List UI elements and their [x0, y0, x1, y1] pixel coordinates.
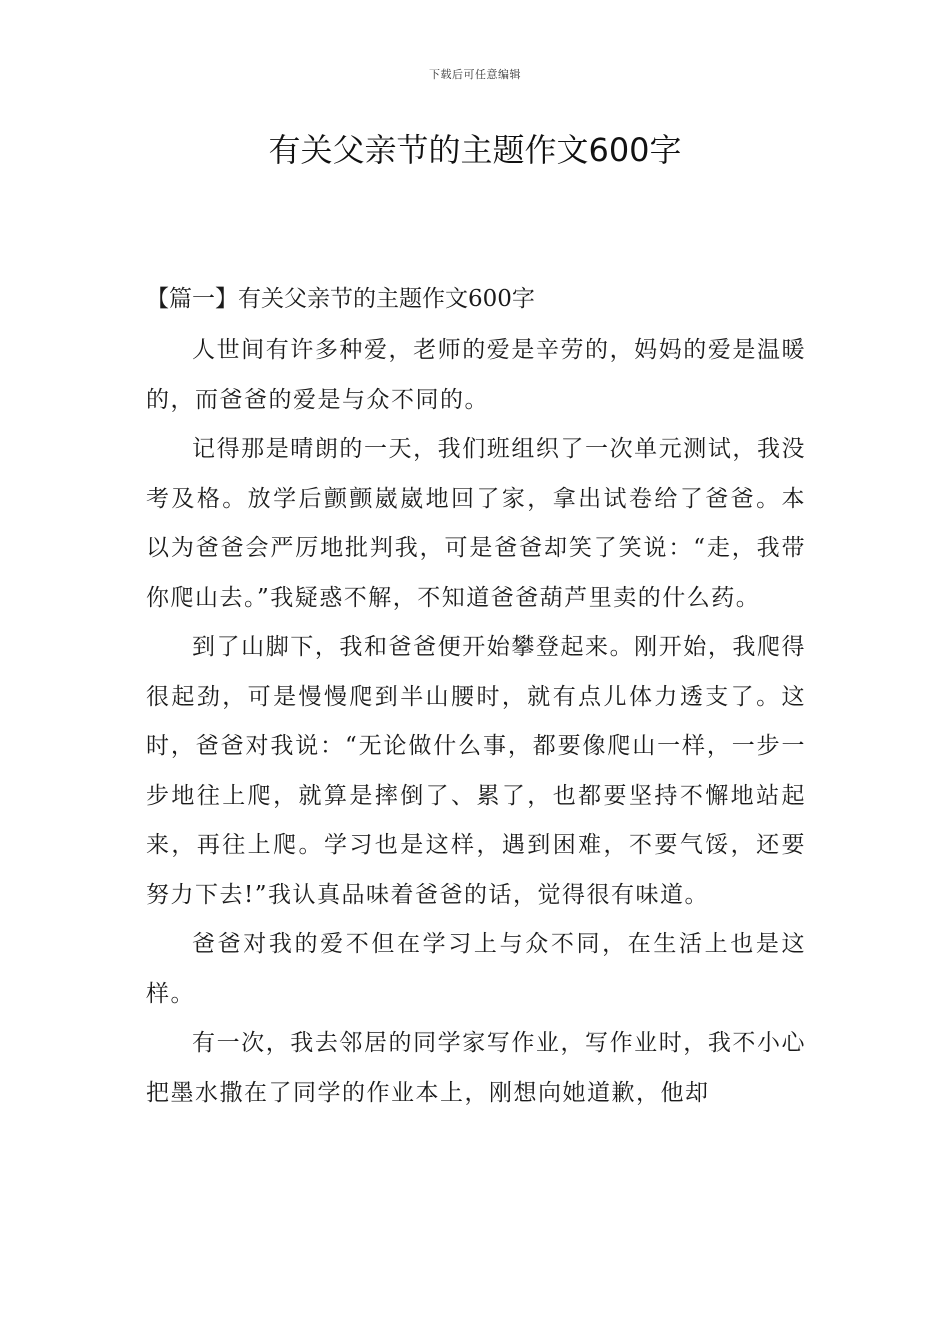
paragraph-3: 到了山脚下，我和爸爸便开始攀登起来。刚开始，我爬得很起劲，可是慢慢爬到半山腰时，就有点儿体力透支了。这时，爸爸对我说：“无论做什么事，都要像爬山一样，一步一步地往上爬，就算是摔倒了、累了，也都要坚持不懈地站起来，再往上爬。学习也是这样，遇到困难，不要气馁，还要努力下去!”我认真品味着爸爸的话，觉得很有味道。: [146, 634, 806, 908]
paragraph-4: 爸爸对我的爱不但在学习上与众不同，在生活上也是这样。: [146, 931, 806, 1007]
document-title: 有关父亲节的主题作文600字: [268, 131, 682, 169]
paragraph-2: 记得那是晴朗的一天，我们班组织了一次单元测试，我没考及格。放学后颤颤崴崴地回了家，拿出试卷给了爸爸。本以为爸爸会严厉地批判我，可是爸爸却笑了笑说：“走，我带你爬山去。”我疑惑不解，不知道爸爸葫芦里卖的什么药。: [146, 436, 806, 611]
paragraph-5: 有一次，我去邻居的同学家写作业，写作业时，我不小心把墨水撒在了同学的作业本上，刚想向她道歉，他却: [146, 1030, 806, 1106]
document-body: [146, 278, 806, 1118]
paragraph-1: 人世间有许多种爱，老师的爱是辛劳的，妈妈的爱是温暖的，而爸爸的爱是与众不同的。: [146, 337, 806, 413]
section-heading: 【篇一】有关父亲节的主题作文600字: [146, 286, 535, 312]
page-header-note: 下载后可任意编辑: [429, 68, 521, 81]
